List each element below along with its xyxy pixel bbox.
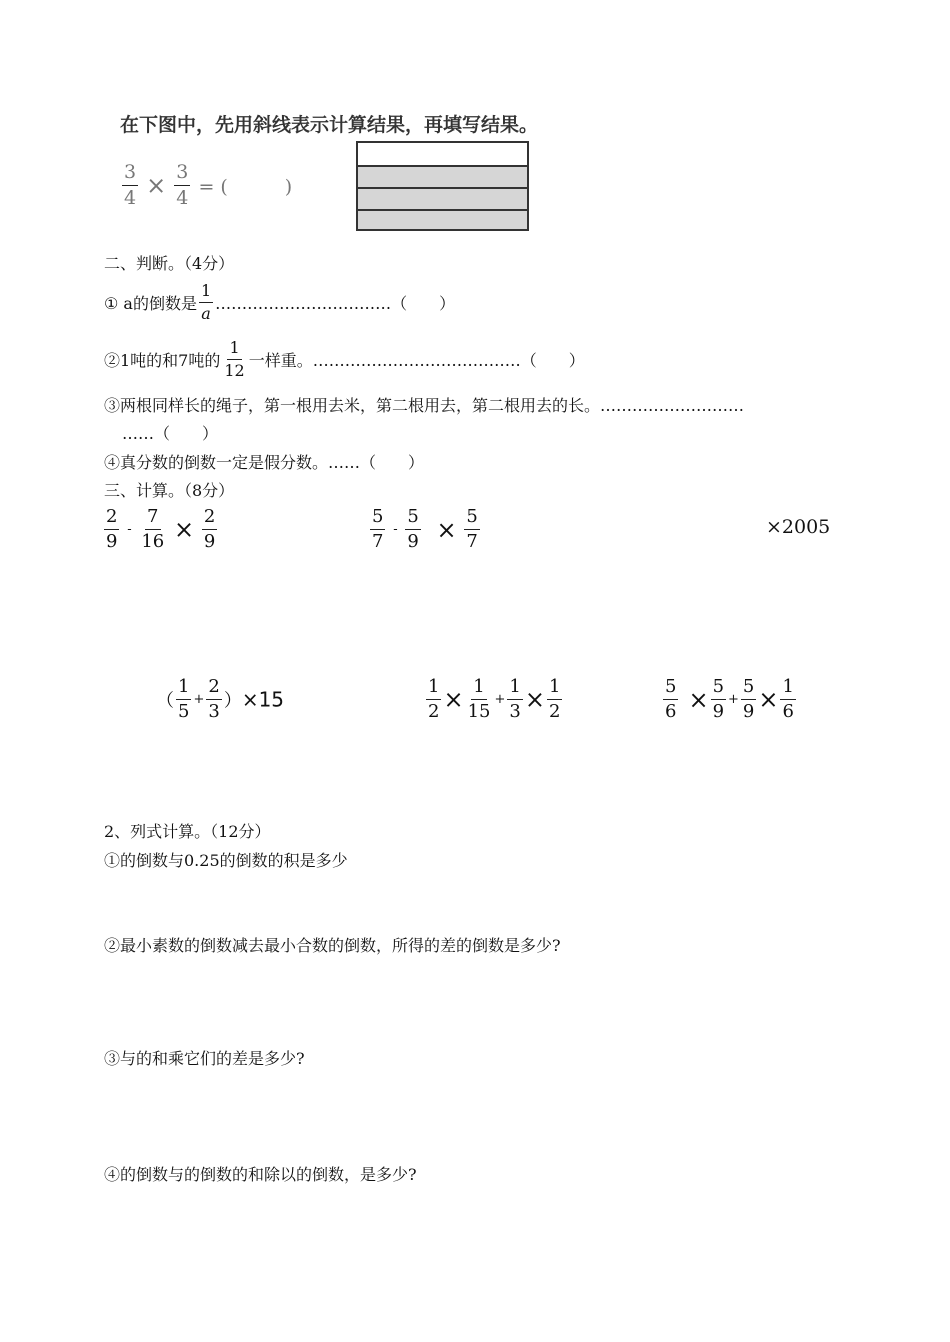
fraction: $\frac{5}{7}$ (372, 506, 384, 552)
times-sign: × (758, 685, 779, 714)
fraction: $\frac{5}{7}$ (466, 506, 478, 552)
fraction: $\frac{5}{9}$ (407, 506, 419, 552)
instruction-text: 在下图中，先用斜线表示计算结果，再填写结果。 (120, 114, 539, 136)
fraction-grid[interactable] (356, 141, 529, 231)
plus-sign: + (728, 692, 739, 707)
fraction: $\frac{1}{15}$ (467, 676, 491, 722)
grid-row[interactable] (358, 209, 527, 229)
word-q1: ①的倒数与0.25的倒数的积是多少 (104, 851, 348, 870)
fraction: $\frac{2}{3}$ (208, 676, 220, 722)
plus-sign: + (193, 692, 205, 707)
word-q4: ④的倒数与的倒数的和除以的倒数，是多少? (104, 1165, 417, 1184)
calc-expr-5 (424, 678, 564, 721)
calc-expr-6 (661, 678, 798, 721)
times-sign: × (146, 171, 167, 200)
fraction: $\frac{1}{2}$ (428, 676, 440, 722)
times-sign: × (173, 515, 195, 544)
grid-row[interactable] (358, 143, 527, 165)
minus-sign: - (393, 522, 398, 537)
grid-row[interactable] (358, 187, 527, 209)
judge-q3-blank[interactable]: ……（ ） (122, 424, 219, 443)
fraction: $\frac{5}{6}$ (665, 676, 677, 722)
section-title-word: 2、列式计算。（12分） (104, 822, 271, 841)
grid-expression (120, 163, 292, 208)
judge-q3: ③两根同样长的绳子，第一根用去米，第二根用去，第二根用去的长。……………………… (104, 396, 745, 415)
answer-blank[interactable]: = ( ) (198, 176, 293, 198)
judge-q2-blank[interactable]: 一样重。…………………………………（ ） (248, 351, 585, 370)
word-q3: ③与的和乘它们的差是多少? (104, 1049, 305, 1068)
fraction: $\frac{1}{12}$ (224, 338, 245, 380)
calc-expr-3: ×2005 (766, 516, 831, 538)
times-sign: × (443, 685, 464, 714)
calc-expr-2 (368, 508, 482, 551)
judge-q4[interactable]: ④真分数的倒数一定是假分数。……（ ） (104, 453, 425, 472)
times-sign: × (436, 515, 457, 544)
calc-expr-4: （ $\frac{1}{5}$ + $\frac{2}{3}$ ）×15 (156, 676, 285, 722)
fraction: $\frac{1}{3}$ (509, 676, 521, 722)
fraction: $\frac{2}{9}$ (106, 506, 118, 552)
judge-q2: ②1吨的和7吨的 $\frac{1}{12}$ 一样重。…………………………………（ ） (104, 338, 585, 380)
plus-sign: + (494, 692, 506, 707)
calc-expr-1 (102, 508, 219, 551)
word-q2: ②最小素数的倒数减去最小合数的倒数，所得的差的倒数是多少? (104, 936, 561, 955)
section-title-judge: 二、判断。（4分） (104, 254, 235, 273)
section-title-calc: 三、计算。（8分） (104, 481, 235, 500)
judge-q1-blank[interactable]: ……………………………（ ） (215, 294, 456, 313)
judge-q1: ① a的倒数是 $\frac{1}{a}$ ……………………………（ ） (104, 281, 456, 323)
fraction: $\frac{5}{9}$ (712, 676, 725, 722)
fraction: $\frac{3}{4}$ (124, 161, 137, 209)
times-sign: × (688, 685, 709, 714)
fraction: $\frac{1}{6}$ (782, 676, 794, 722)
fraction: $\frac{5}{9}$ (742, 676, 755, 722)
fraction: $\frac{1}{a}$ (200, 281, 212, 323)
fraction: $\frac{1}{5}$ (178, 676, 190, 722)
times-sign: × (524, 685, 545, 714)
grid-row[interactable] (358, 165, 527, 187)
fraction: $\frac{7}{16}$ (141, 506, 165, 552)
minus-sign: - (127, 522, 132, 537)
fraction: $\frac{3}{4}$ (176, 161, 189, 209)
fraction: $\frac{1}{2}$ (548, 676, 561, 722)
fraction: $\frac{2}{9}$ (203, 506, 216, 552)
